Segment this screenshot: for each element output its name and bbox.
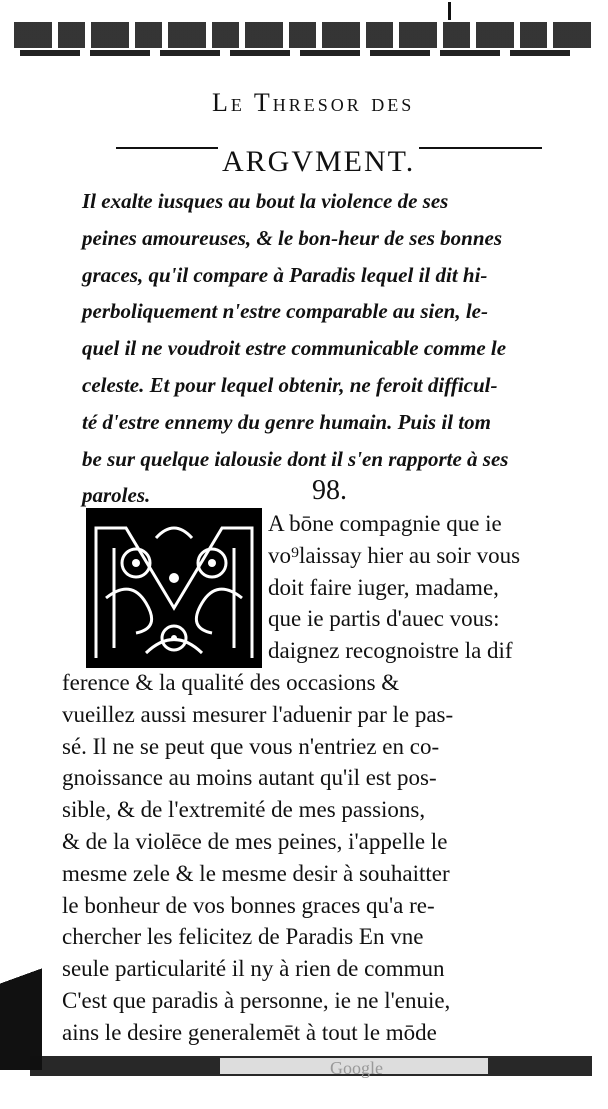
watermark: Google <box>330 1058 383 1078</box>
argument-line: celeste. Et pour lequel obtenir, ne feroit difficul- <box>82 372 498 397</box>
text-line: seule particularité il ny à rien de commun <box>62 956 445 982</box>
text-line: gnoissance au moins autant qu'il est pos- <box>62 765 437 791</box>
text-line: ference & la qualité des occasions & <box>62 669 400 695</box>
argument-line: graces, qu'il compare à Paradis lequel il dit hi- <box>82 262 488 287</box>
argument-line: paroles. <box>82 483 151 508</box>
text-line: vo⁹laissay hier au soir vous <box>268 542 521 568</box>
page-top-edge-line <box>20 50 580 56</box>
running-head: Le Thresor des <box>212 88 415 117</box>
text-line: mesme zele & le mesme desir à souhaitter <box>62 860 450 886</box>
text-line: doit faire iuger, madame, <box>268 574 499 600</box>
page-top-edge <box>14 22 594 48</box>
text-line: daignez recognoistre la dif <box>268 638 513 664</box>
argument-heading: ARGVMENT. <box>218 145 419 179</box>
text-line: que ie partis d'auec vous: <box>268 606 500 632</box>
argument-line: quel il ne voudroit estre communicable comme le <box>82 336 507 361</box>
text-line: A bōne compagnie que ie <box>268 511 502 536</box>
text-line: sible, & de l'extremité de mes passions, <box>62 797 426 823</box>
main-text <box>62 508 582 1049</box>
argument-line: perboliquement n'estre comparable au sien, le- <box>82 299 488 324</box>
text-line: chercher les felicitez de Paradis En vne <box>62 924 424 950</box>
argument-line: té d'estre ennemy du genre humain. Puis il tom <box>82 409 491 434</box>
text-line: sé. Il ne se peut que vous n'entriez en co- <box>62 733 440 759</box>
text-line: le bonheur de vos bonnes graces qu'a re- <box>62 892 435 918</box>
page-number: 98. <box>312 475 347 506</box>
text-line: C'est que paradis à personne, ie ne l'enuie, <box>62 987 451 1013</box>
argument-text <box>82 183 572 514</box>
argument-line: peines amoureuses, & le bon-heur de ses bonnes <box>82 225 503 250</box>
text-line: ains le desire generalemēt à tout le mōde <box>62 1019 437 1045</box>
page-marker <box>448 2 451 20</box>
argument-line: be sur quelque ialousie dont il s'en rapporte à ses <box>82 446 509 471</box>
page-left-shadow <box>0 940 42 1070</box>
text-line: vueillez aussi mesurer l'aduenir par le pas- <box>62 701 454 727</box>
argument-line: Il exalte iusques au bout la violence de ses <box>82 189 449 213</box>
text-line: & de la violēce de mes peines, i'appelle le <box>62 828 448 854</box>
